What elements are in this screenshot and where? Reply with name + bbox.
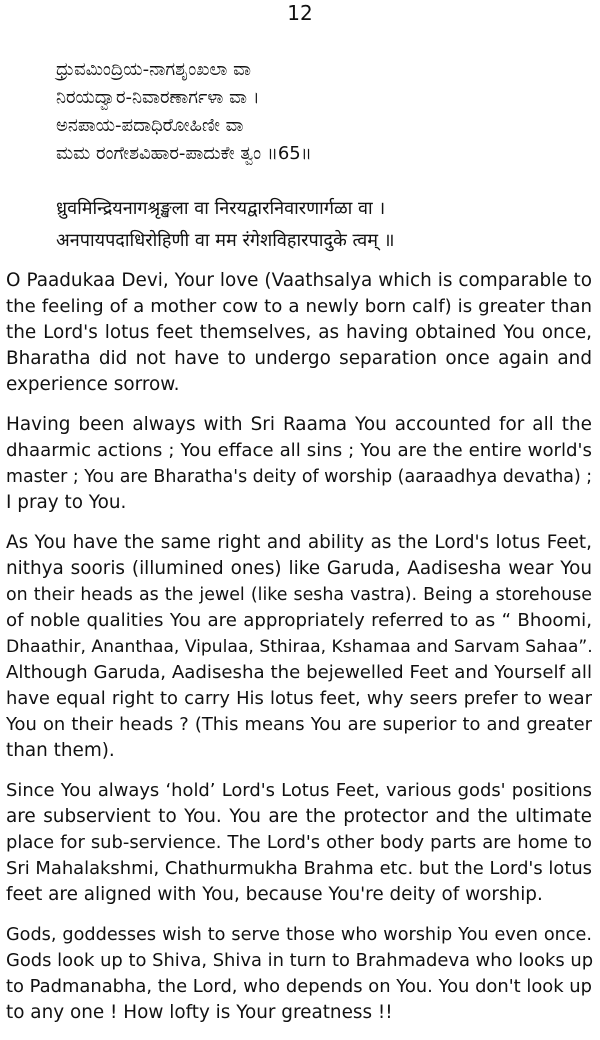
paragraph-line: Gods look up to Shiva, Shiva in turn to Brahmadeva who looks up: [6, 950, 594, 971]
paragraph-line: experience sorrow.: [6, 374, 180, 395]
paragraph-line: place for sub-servience. The Lord's other body parts are home to: [6, 832, 592, 853]
verse-kannada-line: ಮಮ ರಂಗೇಶವಿಹಾರ-ಪಾದುಕೇ ತ್ವಂ ॥65॥: [56, 143, 312, 164]
commentary-paragraph: [6, 778, 592, 908]
paragraph-line: of noble qualities You are appropriately referred to as “ Bhoomi,: [6, 610, 592, 631]
paragraph-line: the Lord's lotus feet themselves, as having obtained You once,: [6, 322, 592, 343]
paragraph-line: Although Garuda, Aadisesha the bejewelled Feet and Yourself all: [6, 662, 592, 683]
paragraph-line: You on their heads ? (This means You are superior to and greater: [6, 714, 592, 735]
paragraph-line: than them).: [6, 740, 115, 761]
page-number: 12: [287, 1, 313, 25]
paragraph-line: have equal right to carry His lotus feet, why seers prefer to wear: [6, 688, 592, 709]
paragraph-line: Since You always ‘hold’ Lord's Lotus Feet, various gods' positions: [6, 780, 592, 801]
paragraph-line: dhaarmic actions ; You efface all sins ; You are the entire world's: [6, 440, 592, 461]
verse-devanagari-line: ध्रुवमिन्द्रियनागश्रृङ्खला वा निरयद्वारनिवारणार्गळा वा ।: [56, 198, 386, 219]
paragraph-line: master ; You are Bharatha's deity of worship (aaraadhya devatha) ;: [6, 467, 593, 487]
verse-kannada: [56, 56, 576, 168]
verse-kannada-line: ನಿರಯದ್ವಾರ-ನಿವಾರಣಾರ್ಗಳಾ ವಾ ।: [56, 87, 260, 108]
paragraph-line: As You have the same right and ability as the Lord's lotus Feet,: [6, 532, 592, 553]
paragraph-line: Dhaathir, Ananthaa, Vipulaa, Sthiraa, Kshamaa and Sarvam Sahaa”.: [6, 637, 593, 657]
paragraph-line: feet are aligned with You, because You're deity of worship.: [6, 884, 543, 905]
commentary-paragraph: [6, 530, 592, 764]
paragraph-line: Bharatha did not have to undergo separation once again and: [6, 348, 592, 369]
verse-kannada-line: ಧ್ರುವಮಿಂದ್ರಿಯ-ನಾಗಶೃಂಖಲಾ ವಾ: [56, 59, 252, 80]
paragraph-line: Having been always with Sri Raama You accounted for all the: [6, 414, 592, 435]
commentary-body: [6, 268, 592, 1040]
commentary-paragraph: [6, 268, 592, 398]
paragraph-line: to Padmanabha, the Lord, who depends on You. You don't look up: [6, 976, 592, 997]
paragraph-line: Sri Mahalakshmi, Chathurmukha Brahma etc. but the Lord's lotus: [6, 858, 592, 879]
commentary-paragraph: [6, 922, 592, 1026]
paragraph-line: O Paadukaa Devi, Your love (Vaathsalya which is comparable to: [6, 270, 592, 291]
paragraph-line: nithya sooris (illumined ones) like Garuda, Aadisesha wear You: [6, 558, 592, 579]
paragraph-line: to any one ! How lofty is Your greatness !!: [6, 1002, 393, 1023]
verse-kannada-line: ಅನಪಾಯ-ಪದಾಧಿರೋಹಿಣೀ ವಾ: [56, 115, 244, 136]
commentary-paragraph: [6, 412, 592, 516]
paragraph-line: are subservient to You. You are the protector and the ultimate: [6, 806, 592, 827]
verse-devanagari: [56, 193, 586, 257]
paragraph-line: I pray to You.: [6, 492, 127, 513]
verse-devanagari-line: अनपायपदाधिरोहिणी वा मम रंगेशविहारपादुके त्वम् ॥: [56, 230, 395, 251]
paragraph-line: on their heads as the jewel (like sesha vastra). Being a storehouse: [6, 585, 592, 605]
paragraph-line: Gods, goddesses wish to serve those who worship You even once.: [6, 925, 592, 945]
paragraph-line: the feeling of a mother cow to a newly born calf) is greater than: [6, 296, 592, 317]
